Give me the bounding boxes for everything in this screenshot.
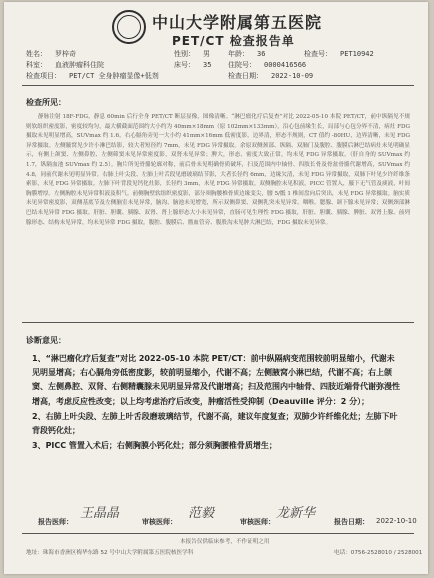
reporter-signature: 王晶晶 (80, 506, 120, 521)
patient-name-field (26, 49, 76, 59)
patient-sex-label: 性别： (174, 50, 195, 58)
reporter-label: 报告医师： (38, 518, 73, 526)
report-date-label: 报告日期： (334, 518, 369, 526)
approver-label: 审核医师： (240, 518, 275, 526)
patient-age: 36 (257, 50, 266, 58)
footer-divider (22, 533, 414, 534)
impression-title: 诊断意见： (26, 336, 66, 345)
report-title: PET/CT 检查报告单 (172, 34, 295, 48)
patient-name: 罗梓奇 (55, 50, 76, 58)
exam-item: PET/CT 全身肿瘤显像+低剂 (69, 72, 159, 80)
patient-sex-field (174, 49, 210, 59)
patient-sex: 男 (203, 50, 210, 58)
reviewer-signature: 范毅 (188, 506, 215, 521)
dept: 血液肿瘤科住院 (55, 61, 104, 69)
bed-field (174, 60, 211, 70)
bed: 35 (203, 61, 212, 69)
inpatient-label: 住院号： (228, 61, 256, 69)
hospital-name: 中山大学附属第五医院 (152, 13, 323, 32)
findings-text: 静脉注射 18F-FDG，静息 60min 后行全身 PET/CT 断层显像，图像清晰。“淋巴瘤化疗后复查”对比 2022-05-10 本院 PET/CT，前中纵隔见不规则软组织密度影，密度较均匀，最大横截面范围约大小约为 40mm×18mm（原 102mm×133mm），沿心包前缘生长，局部与心包分界不清，病灶 FDG 摄取未见明显增高，SUVmax 约 1.6，右心膈角旁见一大小约 41mm×16mm 低密度影，边界清，形态不规则，CT 值约 -80HU，边界清晰，未见 FDG 异常摄取。左侧腋窝见少许小淋巴结影，较大者短径约 7mm，未见 FDG 异常摄取。余原双侧颈部、纵隔、双肺门及腹腔、腹膜后淋巴结病灶未见明确显示，有侧上颌窦、左侧鼻腔、左侧筛窦未见异常密度影，双肾未见异常；脾大，形态、密度大致正常，均未见 FDG 异常摄取。（肝自身的 SUVmax 约 1.7，纵隔血池 SUVmax 约 2.5）。胸片所见骨骼轮廓对称，前后骨未见明确骨质破坏，扫及范围内中轴骨、四肢长骨及骨盆骨骼代谢增高，SUVmax 约 4.8，同前代谢未见明显异常。右肺上叶尖段、左肺上叶舌段见磨玻璃结节影，大者长径约 6mm，边缘欠清，未见 FDG 异常摄取，双肺下叶见少许纤维条索影，未见 FDG 异常摄取。左肺下叶背段见钙化灶影，长径约 3mm，未见 FDG 异常摄取。双侧胸腔未见积液。PICC 管置入，腋下无气管及痰液，叶间胸膜增厚。左侧胸腔未见异常积液及积气。前侧胸壁软组织密度影，部分须胸腰椎骨质边缘变尖，腰 5/骶 1 椎间盘向后突出，未见 FDG 异常摄取。脑实质未见异常密度影，双侧基底节及左侧脑室未见异常，脑沟、脑池未见增宽，所示双侧鼻窦、双侧乳突未见异常。咽喉、腮腺、颌下腺未见异常；双侧颈部淋巴结未见异常 FDG 摄取。肝脏、胆囊、胰腺、双肾、肾上腺形态大小未见异常，直肠可见生理性 FDG 摄取，肝脏、胆囊、胰腺、脾脏、双肾上腺、前列腺形态、结构未见异常，均未见异常 FDG 摄取。腹腔、腹膜后、髂血管旁、腹股沟未见肿大淋巴结，FDG 摄取未见异常。 (26, 114, 410, 226)
findings-divider (22, 322, 414, 323)
patient-name-label: 姓名： (26, 50, 47, 58)
impression-item: 2、右肺上叶尖段、左肺上叶舌段磨玻璃结节，代谢不高，建议年度复查；双肺少许纤维化灶；左肺下叶背段钙化灶； (32, 411, 398, 436)
exam-item-label: 检查项目： (26, 72, 61, 80)
bed-label: 床号： (174, 61, 195, 69)
patient-age-label: 年龄： (228, 50, 249, 58)
impression-list (32, 352, 400, 454)
approver-signature: 龙新华 (276, 506, 316, 521)
report-date: 2022-10-10 (376, 517, 417, 525)
exam-date-field (228, 71, 313, 81)
exam-date-label: 检查日期： (228, 72, 263, 80)
impression-item: 1、“淋巴瘤化疗后复查”对比 2022-05-10 本院 PET/CT：前中纵隔病变范围较前明显缩小，代谢未见明显增高；右心膈角旁低密度影，较前明显缩小，代谢不高；左侧腋窝小淋巴结，代谢不高；右上颌窦、左侧鼻腔、双肾、右侧精囊腺未见明显异常及代谢增高；扫及范围内中轴骨、四肢近端骨代谢弥漫性增高，考虑反应性改变；以上均考虑治疗后改变，肿瘤活性受抑制（Deauville 评分：2 分）； (32, 354, 400, 406)
header-divider (22, 85, 414, 86)
exam-item-field (26, 71, 159, 81)
footer-address: 地址：珠海市香洲区梅华东路 52 号中山大学附属第五医院核医学科 (26, 550, 194, 556)
exam-no-field (304, 49, 374, 59)
exam-date: 2022-10-09 (271, 72, 314, 80)
inpatient-no: 0000416566 (264, 61, 307, 69)
report-sheet (4, 2, 428, 574)
exam-no: PET10942 (340, 50, 374, 58)
hospital-logo (112, 10, 146, 44)
dept-field (26, 60, 104, 70)
impression-item: 3、PICC 管置入术后；右侧胸膜小钙化灶；部分须胸腰椎骨质增生； (32, 441, 277, 451)
inpatient-field (228, 60, 306, 70)
dept-label: 科室： (26, 61, 47, 69)
footer-note: 本报告仅供临床参考，不作证明之用 (180, 539, 270, 545)
findings-title: 检查所见： (26, 98, 66, 107)
patient-age-field (228, 49, 265, 59)
reviewer-label: 审核医师： (142, 518, 177, 526)
exam-no-label: 检查号： (304, 50, 332, 58)
footer-phone: 电话：0756-2528010 / 2528001 (334, 550, 423, 556)
